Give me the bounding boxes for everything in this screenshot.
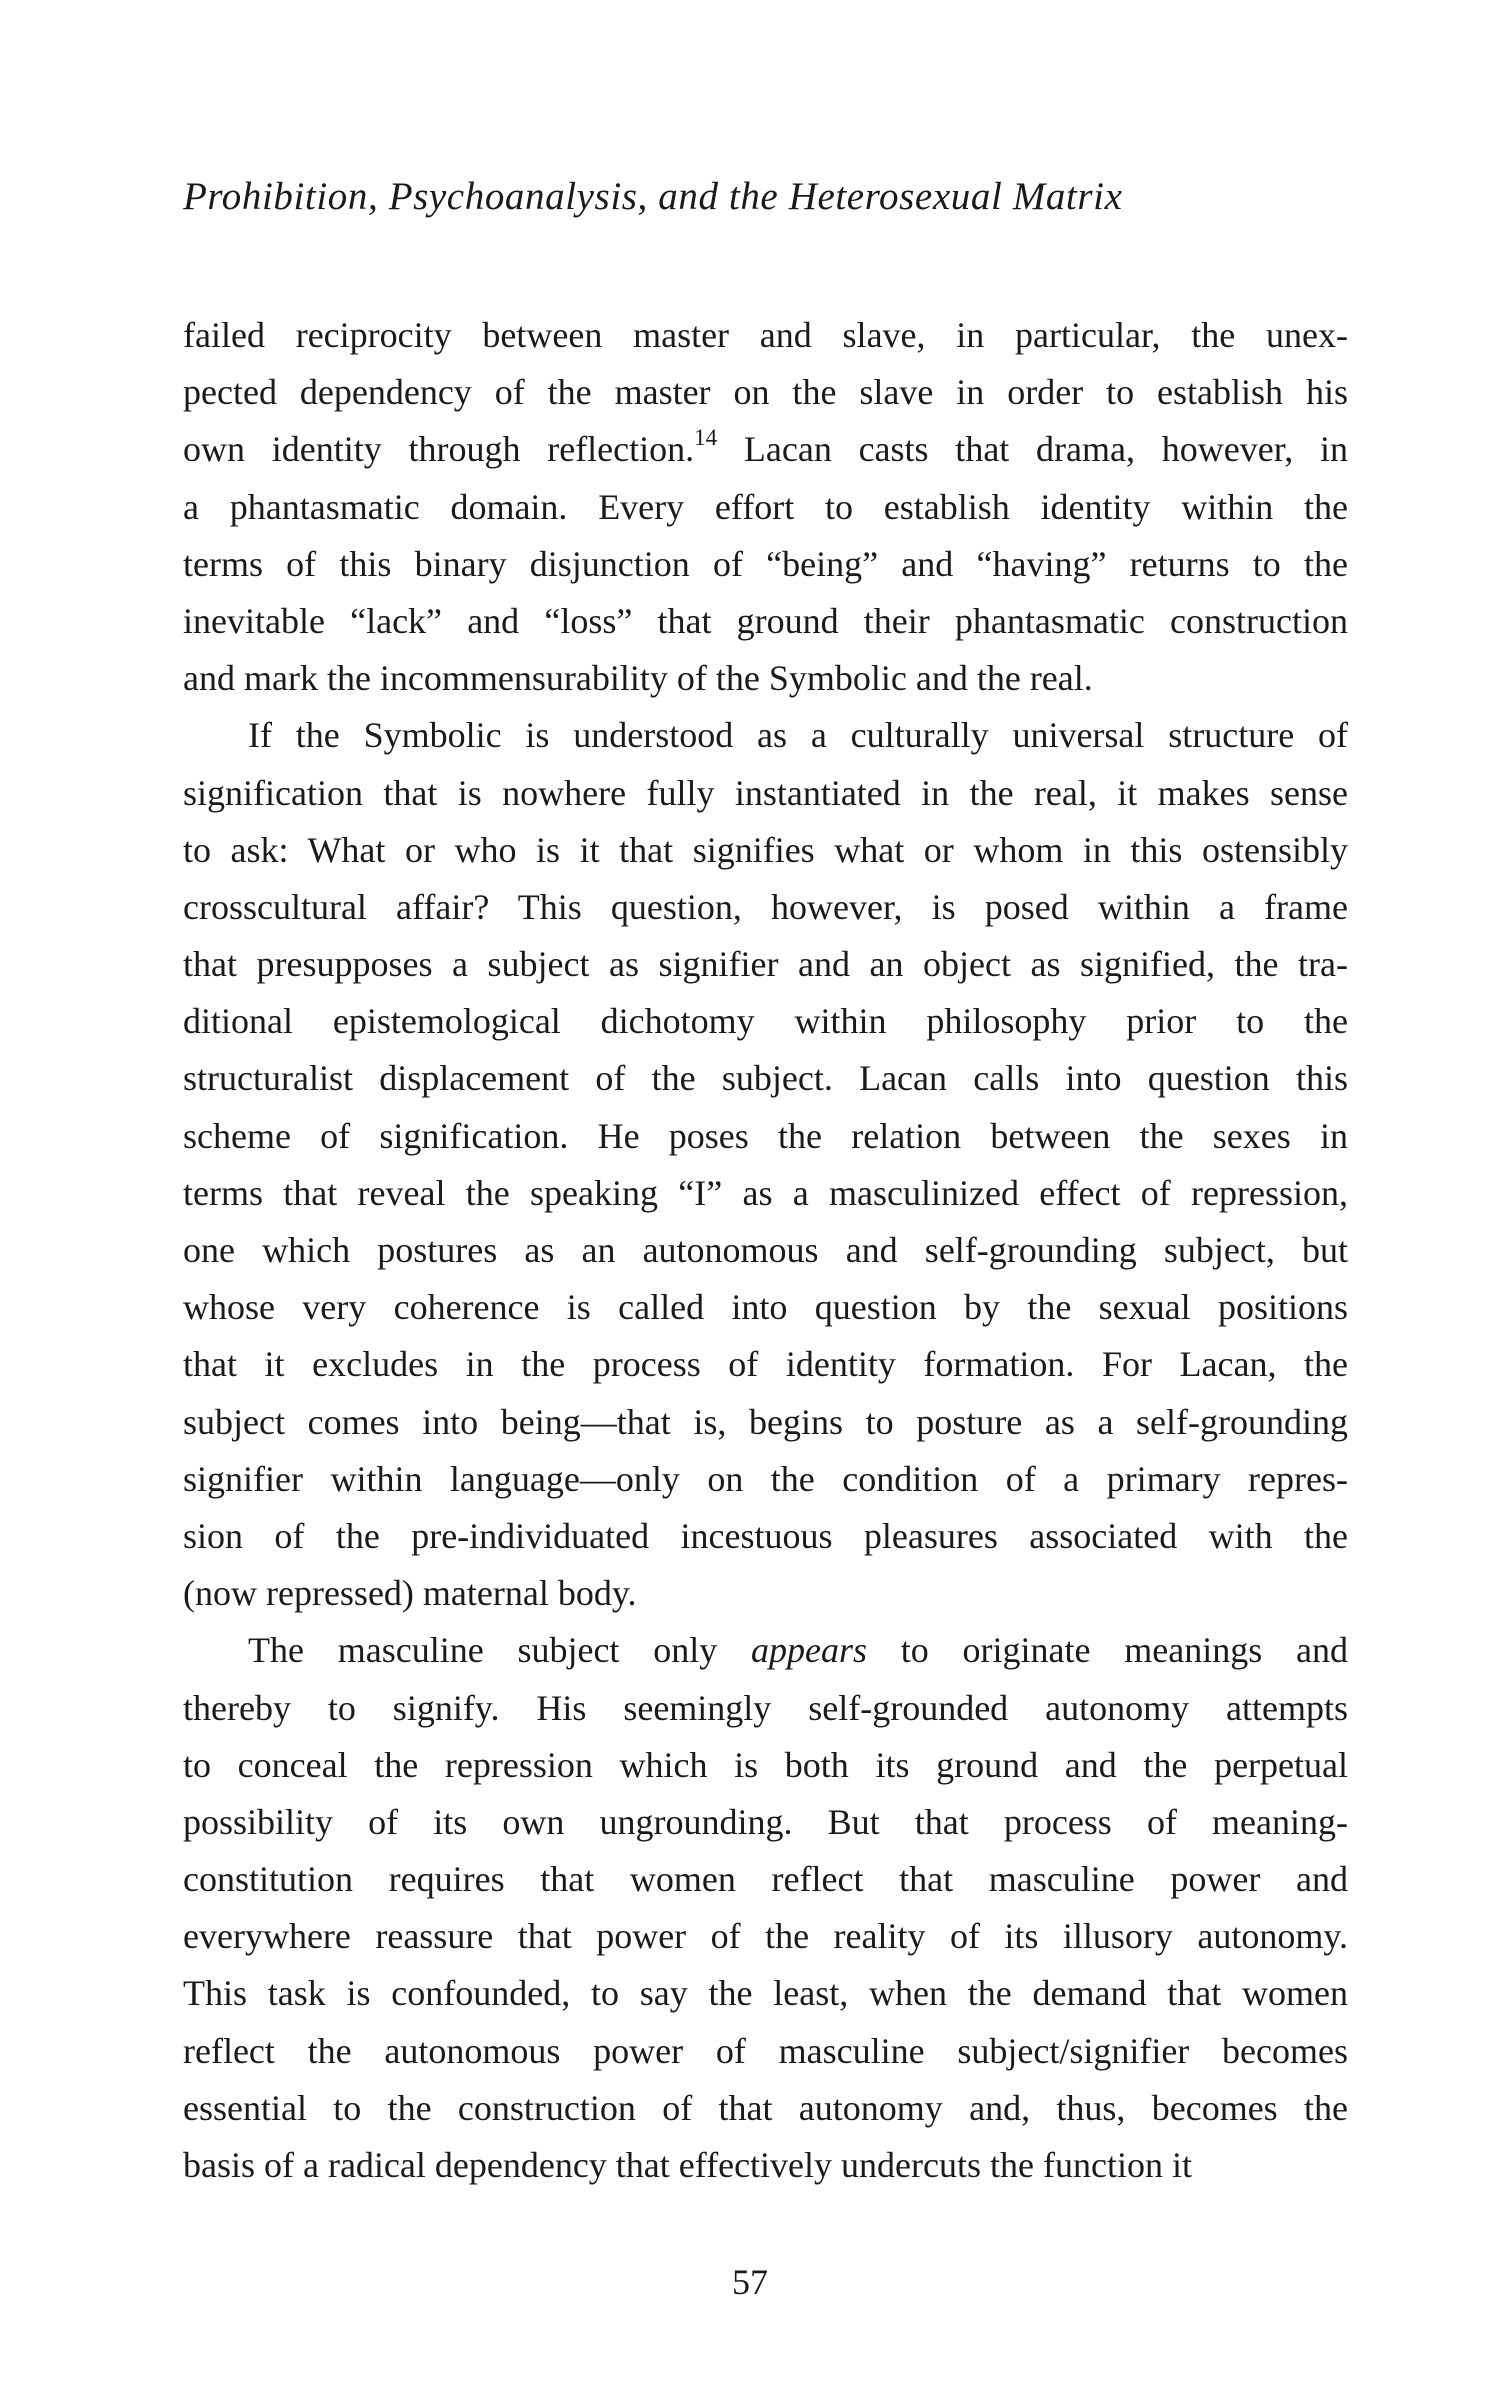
text-line-content: own identity through reflection. xyxy=(183,429,695,470)
text-line-content: and mark the incommensurability of the Symbolic and the real. xyxy=(183,658,1093,699)
text-line-content: pected dependency of the master on the slave in order to establish his xyxy=(183,372,1348,413)
text-line-content: to conceal the repression which is both its ground and the perpetual xyxy=(183,1744,1348,1785)
text-line-content: terms of this binary disjunction of “being” and “having” returns to the xyxy=(183,543,1348,584)
text-line-content: structuralist displacement of the subject. Lacan calls into question this xyxy=(183,1058,1348,1099)
text-line xyxy=(183,2080,1348,2137)
text-line-content: subject comes into being—that is, begins to posture as a self-grounding xyxy=(183,1401,1348,1442)
text-line-content: thereby to signify. His seemingly self-grounded autonomy attempts xyxy=(183,1687,1348,1728)
text-line-content: signifier within language—only on the condition of a primary repres- xyxy=(183,1458,1348,1499)
text-line xyxy=(183,765,1348,822)
text-line-content: This task is confounded, to say the least, when the demand that women xyxy=(183,1973,1348,2014)
running-head: Prohibition, Psychoanalysis, and the Heterosexual Matrix xyxy=(183,175,1123,218)
text-line xyxy=(183,1279,1348,1336)
text-line xyxy=(183,1451,1348,1508)
text-line xyxy=(183,1622,1348,1679)
text-line xyxy=(183,936,1348,993)
text-line xyxy=(183,1050,1348,1107)
text-line xyxy=(183,650,1348,707)
text-line-content: terms that reveal the speaking “I” as a masculinized effect of repression, xyxy=(183,1172,1348,1213)
text-line xyxy=(183,307,1348,364)
text-line-content: (now repressed) maternal body. xyxy=(183,1573,637,1614)
text-line-continuation: to originate meanings and xyxy=(867,1630,1348,1671)
text-line-content: signification that is nowhere fully instantiated in the real, it makes sense xyxy=(183,772,1348,813)
text-line xyxy=(183,536,1348,593)
text-line xyxy=(183,1565,1348,1622)
text-line xyxy=(183,1336,1348,1393)
text-line xyxy=(183,1394,1348,1451)
text-line xyxy=(183,822,1348,879)
text-line xyxy=(183,993,1348,1050)
text-line xyxy=(183,2137,1348,2194)
text-line xyxy=(183,421,1348,478)
text-line-content: whose very coherence is called into question by the sexual positions xyxy=(183,1287,1348,1328)
text-line-content: sion of the pre-individuated incestuous pleasures associated with the xyxy=(183,1515,1348,1556)
text-line-content: scheme of signification. He poses the relation between the sexes in xyxy=(183,1115,1348,1156)
text-line xyxy=(183,364,1348,421)
text-line-content: crosscultural affair? This question, however, is posed within a frame xyxy=(183,886,1348,927)
text-line xyxy=(183,1108,1348,1165)
text-line xyxy=(183,707,1348,764)
body-text xyxy=(183,307,1348,2194)
text-line-content: If the Symbolic is understood as a culturally universal structure of xyxy=(248,715,1348,756)
text-line-content: that it excludes in the process of identity formation. For Lacan, the xyxy=(183,1344,1348,1385)
text-line xyxy=(183,1508,1348,1565)
footnote-reference[interactable]: 14 xyxy=(694,425,718,451)
text-line-content: essential to the construction of that autonomy and, thus, becomes the xyxy=(183,2087,1348,2128)
text-line-content: failed reciprocity between master and slave, in particular, the unex- xyxy=(183,315,1348,355)
text-line xyxy=(183,1965,1348,2022)
text-line-content: basis of a radical dependency that effectively undercuts the function it xyxy=(183,2145,1192,2185)
text-line xyxy=(183,1851,1348,1908)
text-line xyxy=(183,1165,1348,1222)
text-line xyxy=(183,2023,1348,2080)
text-line xyxy=(183,1737,1348,1794)
page-number: 57 xyxy=(732,2262,768,2302)
text-line-content: reflect the autonomous power of masculine subject/signifier becomes xyxy=(183,2030,1348,2071)
text-line-continuation: Lacan casts that drama, however, in xyxy=(717,429,1348,470)
text-line-content: that presupposes a subject as signifier and an object as signified, the tra- xyxy=(183,944,1348,985)
text-line xyxy=(183,593,1348,650)
text-line-content: possibility of its own ungrounding. But that process of meaning- xyxy=(183,1801,1348,1842)
text-line xyxy=(183,1908,1348,1965)
text-line xyxy=(183,879,1348,936)
text-line-content: ditional epistemological dichotomy within philosophy prior to the xyxy=(183,1001,1348,1042)
text-line-content: everywhere reassure that power of the reality of its illusory autonomy. xyxy=(183,1916,1348,1957)
text-line-content: constitution requires that women reflect that masculine power and xyxy=(183,1859,1348,1900)
text-line-content: inevitable “lack” and “loss” that ground their phantasmatic construction xyxy=(183,600,1348,641)
text-line xyxy=(183,1680,1348,1737)
text-line xyxy=(183,479,1348,536)
text-line-content: to ask: What or who is it that signifies what or whom in this ostensibly xyxy=(183,829,1348,870)
text-line-content: a phantasmatic domain. Every effort to establish identity within the xyxy=(183,486,1348,527)
text-line-content: The masculine subject only xyxy=(248,1630,751,1671)
text-line xyxy=(183,1794,1348,1851)
text-line xyxy=(183,1222,1348,1279)
emphasized-word: appears xyxy=(751,1630,867,1671)
text-line-content: one which postures as an autonomous and self-grounding subject, but xyxy=(183,1230,1348,1270)
